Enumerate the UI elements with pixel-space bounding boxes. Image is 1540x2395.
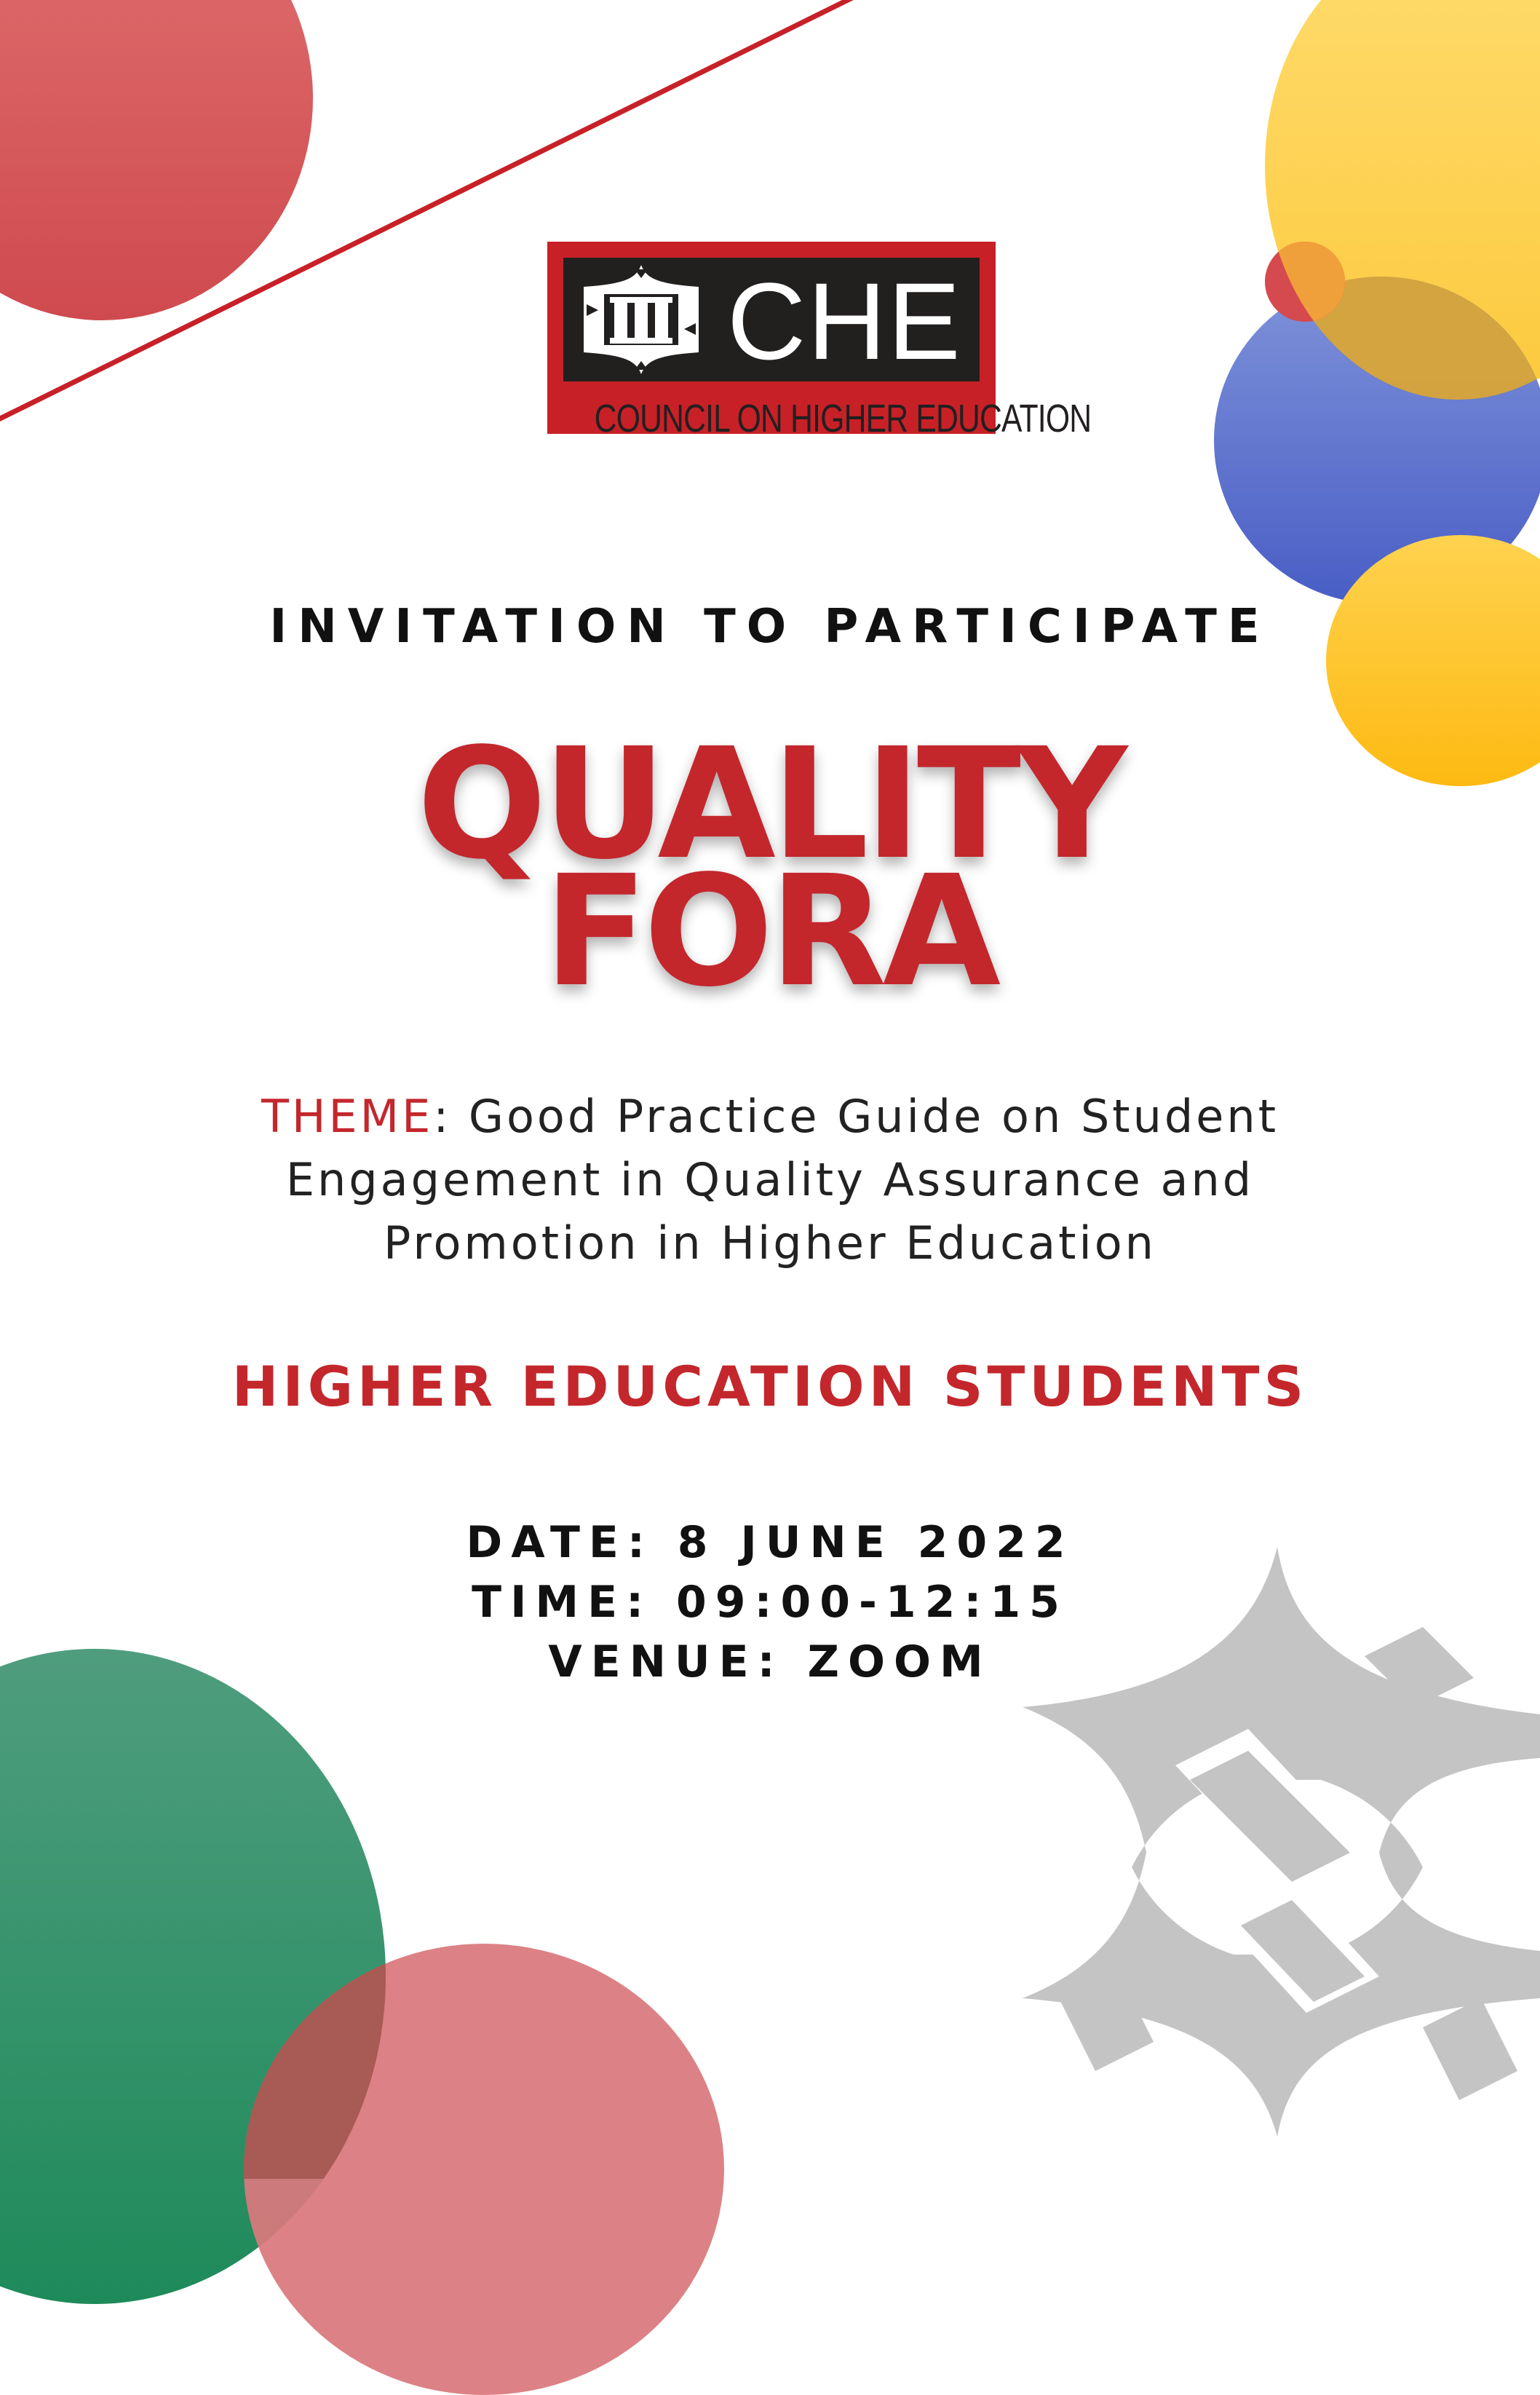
invitation-heading: INVITATION TO PARTICIPATE: [269, 600, 1271, 654]
event-date: DATE: 8 JUNE 2022: [466, 1517, 1074, 1568]
theme-text: Good Practice Guide on Student Engagement in Quality Assurance and Promotion in Higher Education: [285, 1090, 1279, 1270]
che-emblem-icon: [576, 262, 706, 377]
theme-separator: :: [433, 1090, 469, 1143]
logo-full-name: COUNCIL ON HIGHER EDUCATION: [594, 397, 1092, 440]
event-venue: VENUE: ZOOM: [548, 1636, 992, 1687]
event-details: [0, 1513, 1540, 1692]
audience-heading: HIGHER EDUCATION STUDENTS: [231, 1354, 1309, 1419]
theme-label: THEME: [261, 1090, 434, 1143]
logo-black-panel: [563, 258, 980, 381]
theme-paragraph: [167, 1085, 1373, 1275]
che-logo: [547, 242, 1092, 440]
event-title-line1: QUALITY: [416, 715, 1124, 893]
logo-acronym: CHE: [727, 260, 962, 382]
event-title-line2: FORA: [543, 842, 997, 1021]
event-time: TIME: 09:00-12:15: [472, 1577, 1068, 1628]
